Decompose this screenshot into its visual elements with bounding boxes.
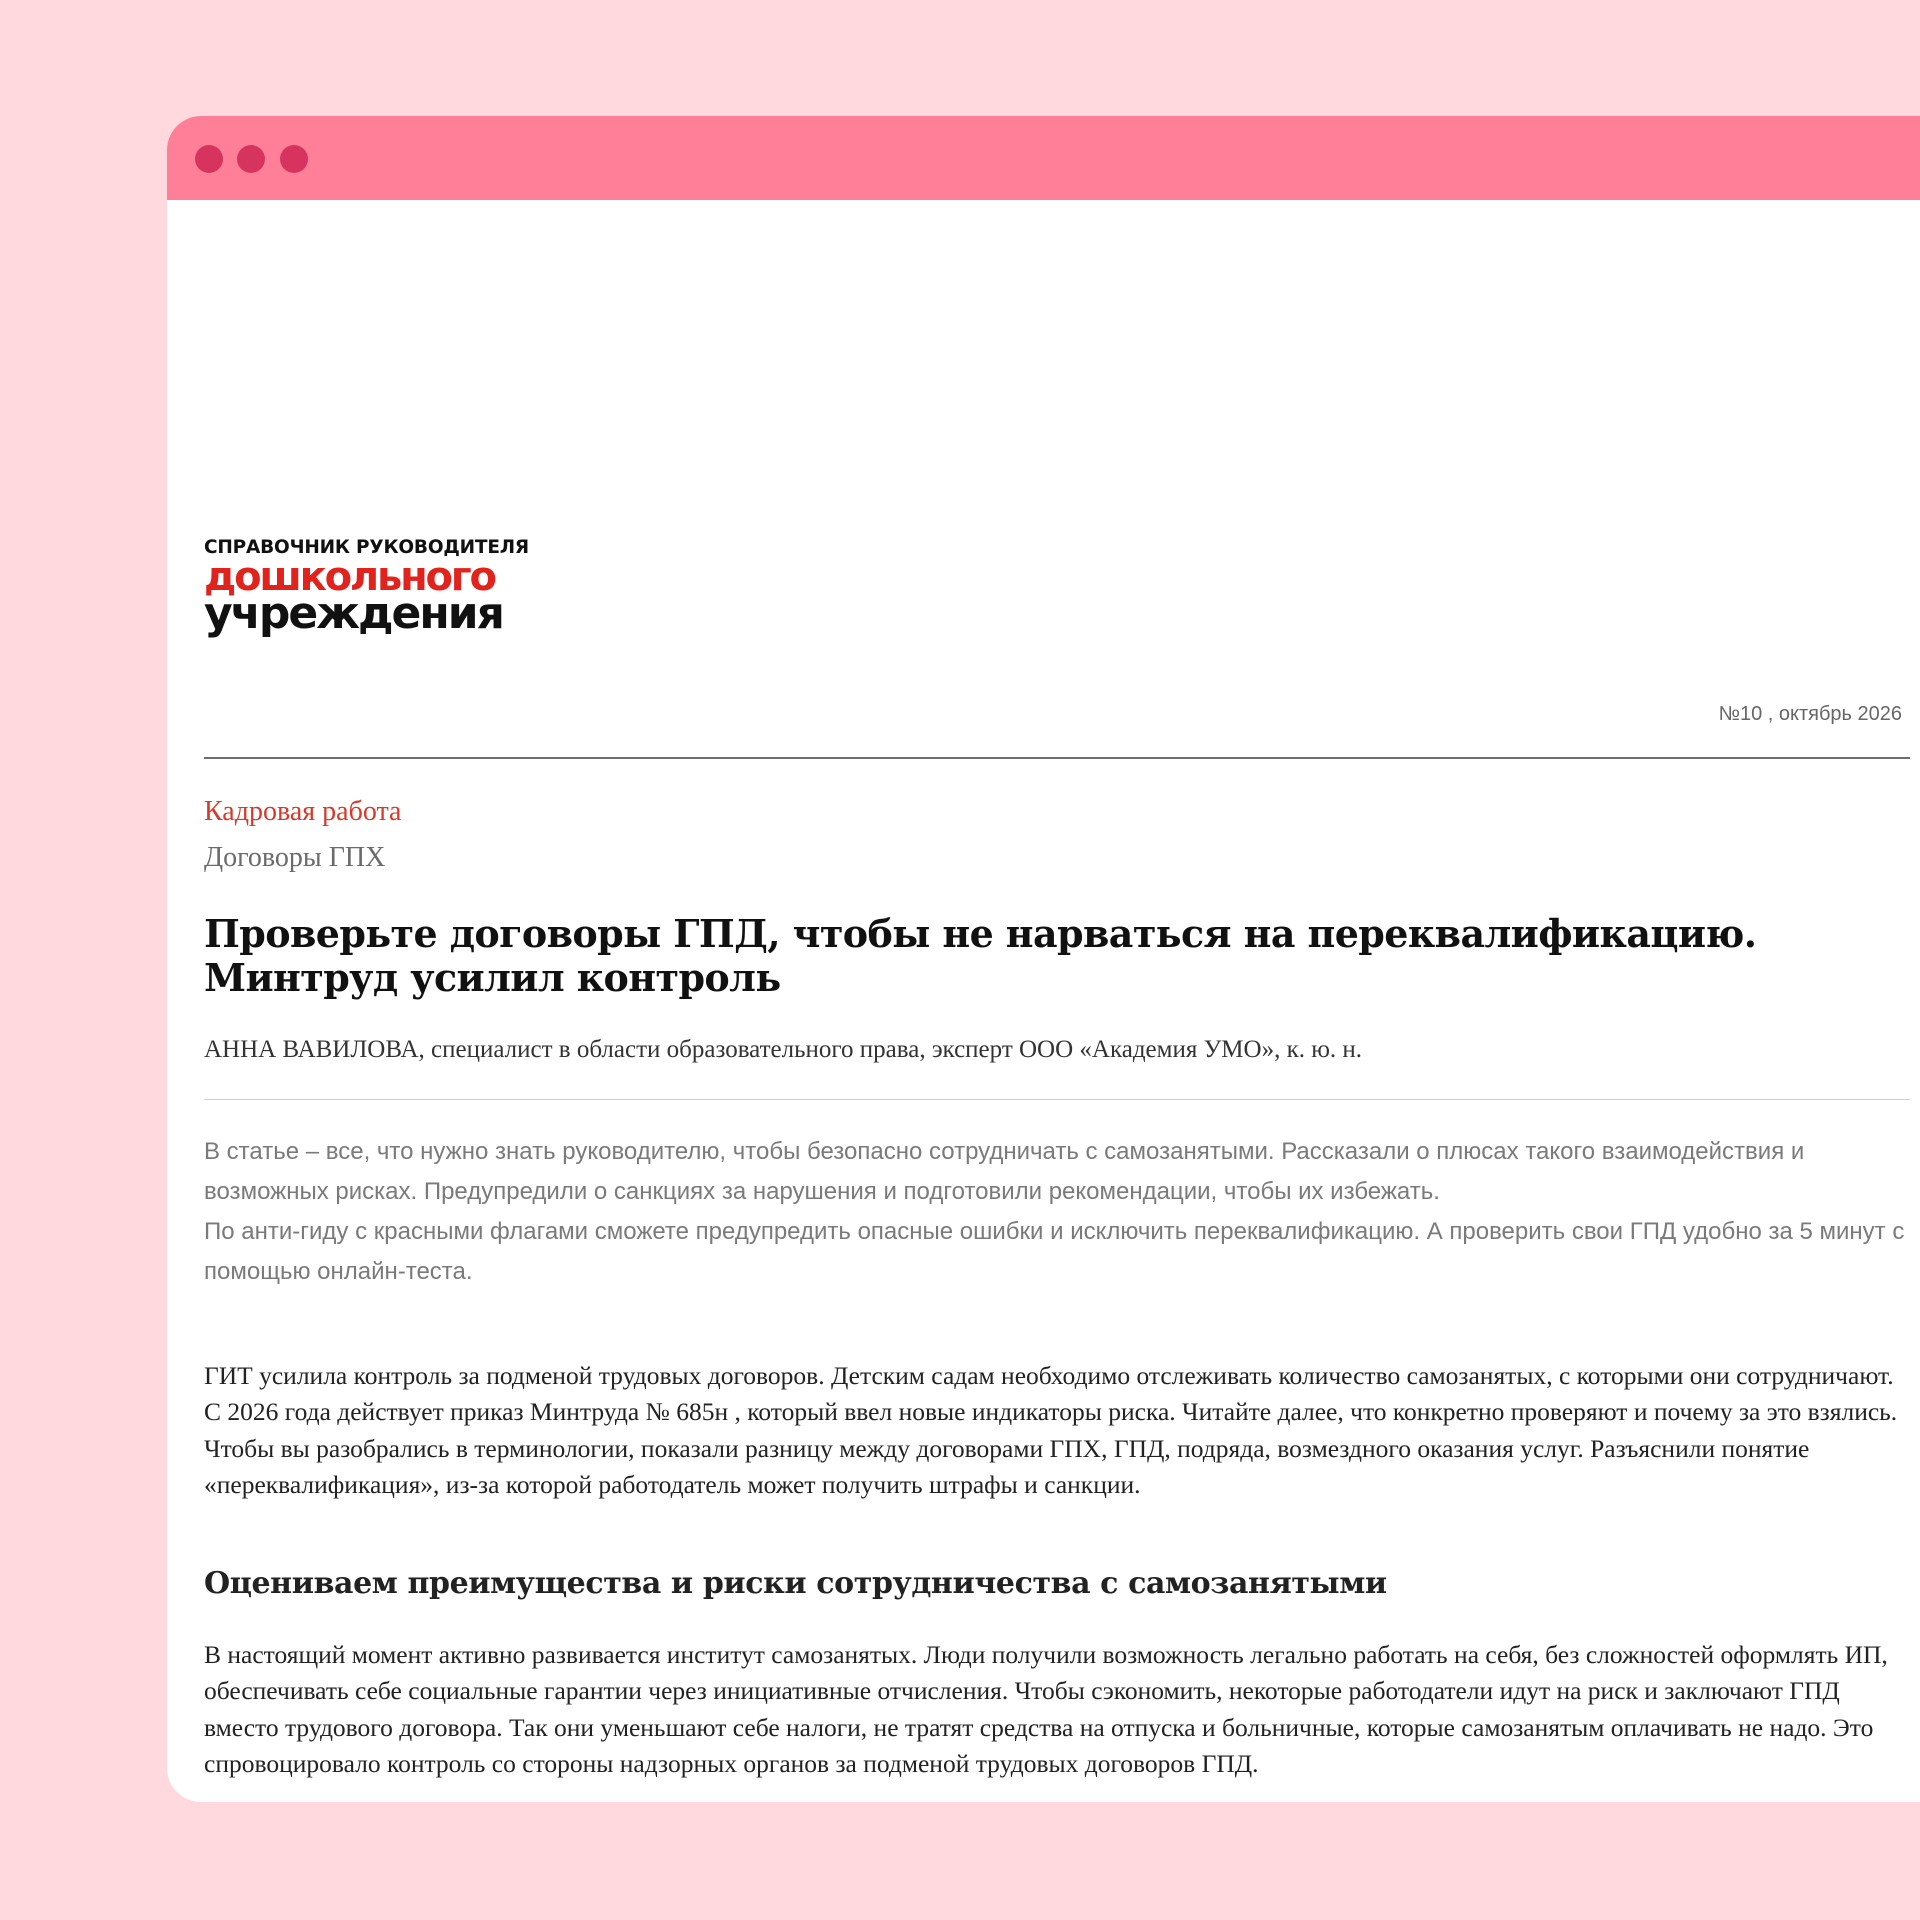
author-divider (204, 1099, 1910, 1100)
window-close-dot[interactable] (195, 145, 223, 173)
header-divider (204, 757, 1910, 759)
window-maximize-dot[interactable] (280, 145, 308, 173)
lead-paragraph-2: По анти-гиду с красными флагами сможете предупредить опасные ошибки и исключить переквалификацию. А проверить свои ГПД удобно за 5 минут с помощью онлайн-теста. (204, 1218, 1905, 1285)
lead-paragraph-1: В статье – все, что нужно знать руководителю, чтобы безопасно сотрудничать с самозанятыми. Рассказали о плюсах такого взаимодействия и возможных рисках. Предупредили о санкциях за нарушения и подготовили рекомендации, чтобы их избежать. (204, 1138, 1805, 1205)
window-titlebar (167, 116, 1920, 200)
article-author: АННА ВАВИЛОВА, специалист в области образовательного права, эксперт ООО «Академия УМО», к. ю. н. (204, 1036, 1363, 1063)
issue-number: №10 , октябрь 2026 (1718, 703, 1902, 725)
logo-line-1: СПРАВОЧНИК РУКОВОДИТЕЛЯ (204, 537, 529, 558)
subrubric-link[interactable]: Договоры ГПХ (204, 842, 386, 873)
logo-line-2: дошкольного (204, 554, 495, 600)
section-heading: Оцениваем преимущества и риски сотрудничества с самозанятыми (204, 1566, 1387, 1601)
journal-logo[interactable] (204, 537, 544, 639)
body-paragraph-1: ГИТ усилила контроль за подменой трудовых договоров. Детским садам необходимо отслеживать количество самозанятых, с которыми они сотрудничают. С 2026 года действует приказ Минтруда № 685н , который ввел новые индикаторы риска. Читайте далее, что конкретно проверяют и почему за это взялись. Чтобы вы разобрались в терминологии, показали разницу между договорами ГПХ, ГПД, подряда, возмездного оказания услуг. Разъяснили понятие «переквалификация», из-за которой работодатель может получить штрафы и санкции. (204, 1361, 1898, 1500)
body-paragraph-2: В настоящий момент активно развивается институт самозанятых. Люди получили возможность легально работать на себя, без сложностей оформлять ИП, обеспечивать себе социальные гарантии через инициативные отчисления. Чтобы сэкономить, некоторые работодатели идут на риск и заключают ГПД вместо трудового договора. Так они уменьшают себе налоги, не тратят средства на отпуска и больничные, которые самозанятым оплачивать не надо. Это спровоцировало контроль со стороны надзорных органов за подменой трудовых договоров ГПД. (204, 1640, 1888, 1779)
article-lead (204, 1132, 1910, 1292)
window-minimize-dot[interactable] (237, 145, 265, 173)
browser-window (167, 116, 1920, 1802)
logo-line-3: учреждения (204, 588, 503, 639)
rubric-link[interactable]: Кадровая работа (204, 796, 402, 827)
article-title: Проверьте договоры ГПД, чтобы не нарваться на переквалификацию. Минтруд усилил контроль (204, 911, 1757, 1000)
